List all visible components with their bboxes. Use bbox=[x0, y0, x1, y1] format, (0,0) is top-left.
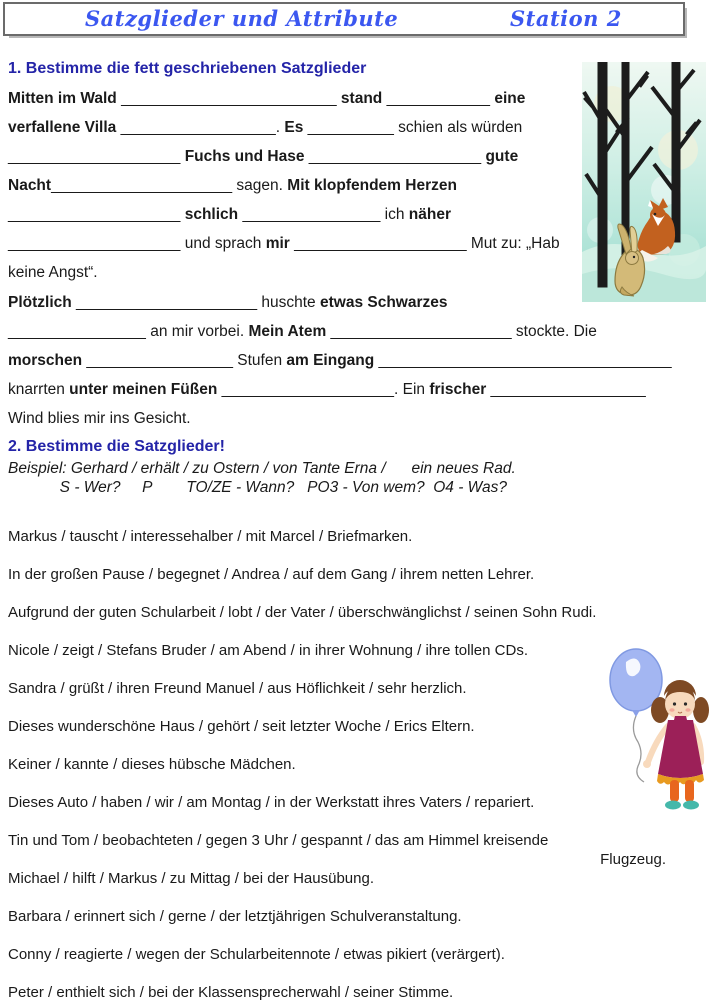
sentence-continuation: Flugzeug. bbox=[600, 851, 666, 868]
example-line-2: S - Wer? P TO/ZE - Wann? PO3 - Von wem? O4 - Was? bbox=[8, 479, 508, 496]
sentence-item: Markus / tauscht / interessehalber / mit Marcel / Briefmarken. bbox=[8, 528, 413, 545]
station-label: Station 2 bbox=[510, 6, 622, 31]
sentence-item: Dieses Auto / haben / wir / am Montag / in der Werkstatt ihres Vaters / repariert. bbox=[8, 794, 535, 811]
girl-with-balloon-illustration bbox=[604, 644, 710, 824]
section2-heading: 2. Bestimme die Satzglieder! bbox=[8, 438, 225, 455]
sentence-list bbox=[8, 527, 670, 1008]
sentence-item: Barbara / erinnert sich / gerne / der letztjährigen Schulveranstaltung. bbox=[8, 908, 462, 925]
sentence-item: Michael / hilft / Markus / zu Mittag / bei der Hausübung. bbox=[8, 870, 374, 887]
example-line-1: Beispiel: Gerhard / erhält / zu Ostern / von Tante Erna / ein neues Rad. bbox=[8, 460, 516, 477]
text-line: ____________________ Fuchs und Hase ____________________ gute bbox=[8, 148, 519, 165]
sentence-item: Tin und Tom / beobachteten / gegen 3 Uhr / gespannt / das am Himmel kreisende Flugzeug. bbox=[8, 831, 670, 869]
sentence-item: Aufgrund der guten Schularbeit / lobt / der Vater / überschwänglichst / seinen Sohn Rudi. bbox=[8, 604, 597, 621]
worksheet-title: Satzglieder und Attribute bbox=[85, 6, 399, 31]
text-line: Wind blies mir ins Gesicht. bbox=[8, 410, 191, 427]
section1-heading: 1. Bestimme die fett geschriebenen Satzglieder bbox=[8, 60, 367, 77]
text-line: ____________________ schlich ________________ ich näher bbox=[8, 206, 452, 223]
text-line: Nacht_____________________ sagen. Mit klopfendem Herzen bbox=[8, 177, 457, 194]
sentence-item: Dieses wunderschöne Haus / gehört / seit letzter Woche / Erics Eltern. bbox=[8, 718, 475, 735]
text-line: ____________________ und sprach mir ____________________ Mut zu: „Hab bbox=[8, 235, 560, 252]
sentence-item: In der großen Pause / begegnet / Andrea / auf dem Gang / ihrem netten Lehrer. bbox=[8, 566, 535, 583]
sentence-item: Keiner / kannte / dieses hübsche Mädchen. bbox=[8, 756, 296, 773]
worksheet-header-box bbox=[3, 2, 685, 36]
example-block bbox=[8, 459, 516, 497]
text-line: keine Angst“. bbox=[8, 264, 98, 281]
text-line: ________________ an mir vorbei. Mein Atem _____________________ stockte. Die bbox=[8, 323, 597, 340]
fill-in-paragraph-1 bbox=[8, 84, 560, 287]
sentence-item: Nicole / zeigt / Stefans Bruder / am Abend / in ihrer Wohnung / ihre tollen CDs. bbox=[8, 642, 528, 659]
sentence-item: Sandra / grüßt / ihren Freund Manuel / aus Höflichkeit / sehr herzlich. bbox=[8, 680, 467, 697]
text-line: morschen _________________ Stufen am Eingang __________________________________ bbox=[8, 352, 672, 369]
text-line: Plötzlich _____________________ huschte etwas Schwarzes bbox=[8, 294, 448, 311]
fox-and-hare-illustration bbox=[582, 62, 706, 302]
sentence-item: Conny / reagierte / wegen der Schularbeitennote / etwas pikiert (verärgert). bbox=[8, 946, 505, 963]
fill-in-paragraph-2 bbox=[8, 288, 672, 433]
text-line: knarrten unter meinen Füßen ____________________. Ein frischer __________________ bbox=[8, 381, 646, 398]
text-line: Mitten im Wald _________________________ stand ____________ eine bbox=[8, 90, 526, 107]
sentence-item: Peter / enthielt sich / bei der Klassensprecherwahl / seiner Stimme. bbox=[8, 984, 454, 1001]
text-line: verfallene Villa __________________. Es __________ schien als würden bbox=[8, 119, 523, 136]
